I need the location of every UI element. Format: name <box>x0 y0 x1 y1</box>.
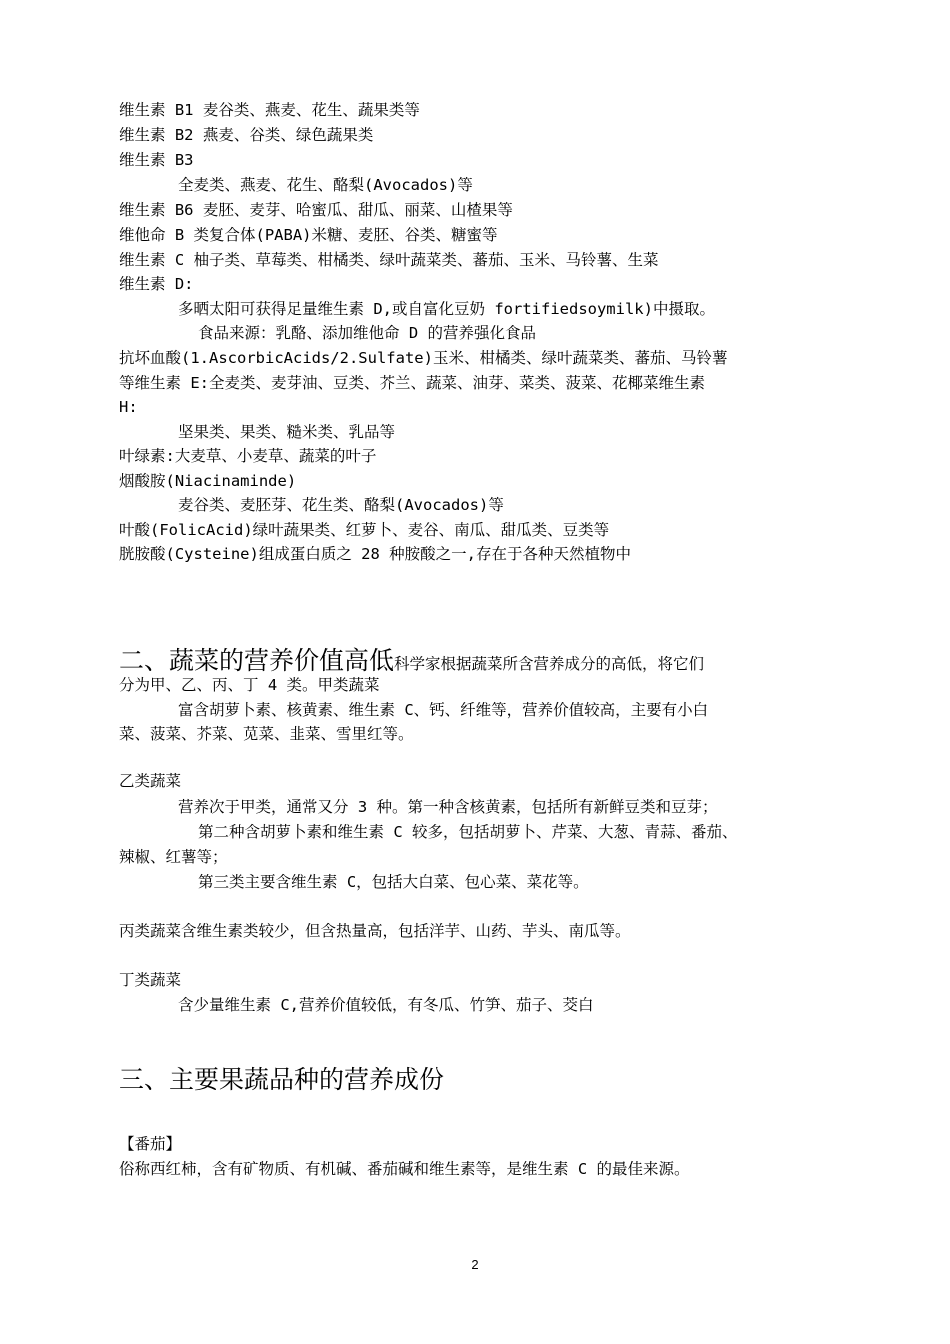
text-line: 维生素 B1 麦谷类、燕麦、花生、蔬果类等 <box>119 101 420 119</box>
text-line: 第三类主要含维生素 C，包括大白菜、包心菜、菜花等。 <box>198 873 589 891</box>
text-line: 食品来源：乳酪、添加维他命 D 的营养强化食品 <box>198 324 536 342</box>
section-heading-continuation: 科学家根据蔬菜所含营养成分的高低，将它们 <box>394 655 705 673</box>
text-line: 分为甲、乙、丙、丁 4 类。甲类蔬菜 <box>119 676 380 694</box>
section-heading-title: 二、蔬菜的营养价值高低 <box>119 646 395 675</box>
text-line: 麦谷类、麦胚芽、花生类、酪梨(Avocados)等 <box>178 496 504 514</box>
text-line: 维生素 B3 <box>119 151 194 169</box>
text-line: 多晒太阳可获得足量维生素 D,或自富化豆奶 fortifiedsoymilk)中摄取。 <box>178 300 715 318</box>
text-line: 丁类蔬菜 <box>119 971 182 989</box>
text-line: 菜、菠菜、芥菜、苋菜、韭菜、雪里红等。 <box>119 725 414 743</box>
text-line: 坚果类、果类、糙米类、乳品等 <box>178 423 396 441</box>
page-number: 2 <box>471 1257 479 1272</box>
text-line: 【番茄】 <box>119 1135 182 1153</box>
text-line: 胱胺酸(Cysteine)组成蛋白质之 28 种胺酸之一,存在于各种天然植物中 <box>119 545 631 563</box>
text-line: 抗坏血酸(1.AscorbicAcids/2.Sulfate)玉米、柑橘类、绿叶蔬菜类、蕃茄、马铃薯 <box>119 349 728 367</box>
text-line: 等维生素 E:全麦类、麦芽油、豆类、芥兰、蔬菜、油芽、菜类、菠菜、花椰菜维生素 <box>119 374 705 392</box>
text-line: 富含胡萝卜素、核黄素、维生素 C、钙、纤维等，营养价值较高，主要有小白 <box>178 701 709 719</box>
text-line: 维生素 C 柚子类、草莓类、柑橘类、绿叶蔬菜类、蕃茄、玉米、马铃薯、生菜 <box>119 251 659 269</box>
text-line: 维生素 D: <box>119 275 194 293</box>
text-line: 叶酸(FolicAcid)绿叶蔬果类、红萝卜、麦谷、南瓜、甜瓜类、豆类等 <box>119 521 610 539</box>
text-line: 第二种含胡萝卜素和维生素 C 较多，包括胡萝卜、芹菜、大葱、青蒜、番茄、 <box>198 823 738 841</box>
text-line: 含少量维生素 C,营养价值较低，有冬瓜、竹笋、茄子、茭白 <box>178 996 594 1014</box>
text-line: 营养次于甲类，通常又分 3 种。第一种含核黄素，包括所有新鲜豆类和豆芽； <box>178 798 718 816</box>
text-line: 烟酸胺(Niacinaminde) <box>119 472 297 490</box>
text-line: 丙类蔬菜含维生素类较少，但含热量高，包括洋芋、山药、芋头、南瓜等。 <box>119 922 631 940</box>
text-line: 维生素 B6 麦胚、麦芽、哈蜜瓜、甜瓜、丽菜、山楂果等 <box>119 201 513 219</box>
section-heading: 三、主要果蔬品种的营养成份 <box>119 1065 445 1094</box>
text-line: H: <box>119 398 138 416</box>
text-line: 叶绿素:大麦草、小麦草、蔬菜的叶子 <box>119 447 377 465</box>
text-line: 俗称西红柿，含有矿物质、有机碱、番茄碱和维生素等，是维生素 C 的最佳来源。 <box>119 1160 690 1178</box>
text-line: 全麦类、燕麦、花生、酪梨(Avocados)等 <box>178 176 473 194</box>
text-line: 维他命 B 类复合体(PABA)米糖、麦胚、谷类、糖蜜等 <box>119 226 498 244</box>
text-line: 乙类蔬菜 <box>119 772 182 790</box>
text-line: 辣椒、红薯等； <box>119 848 228 866</box>
text-line: 维生素 B2 燕麦、谷类、绿色蔬果类 <box>119 126 374 144</box>
